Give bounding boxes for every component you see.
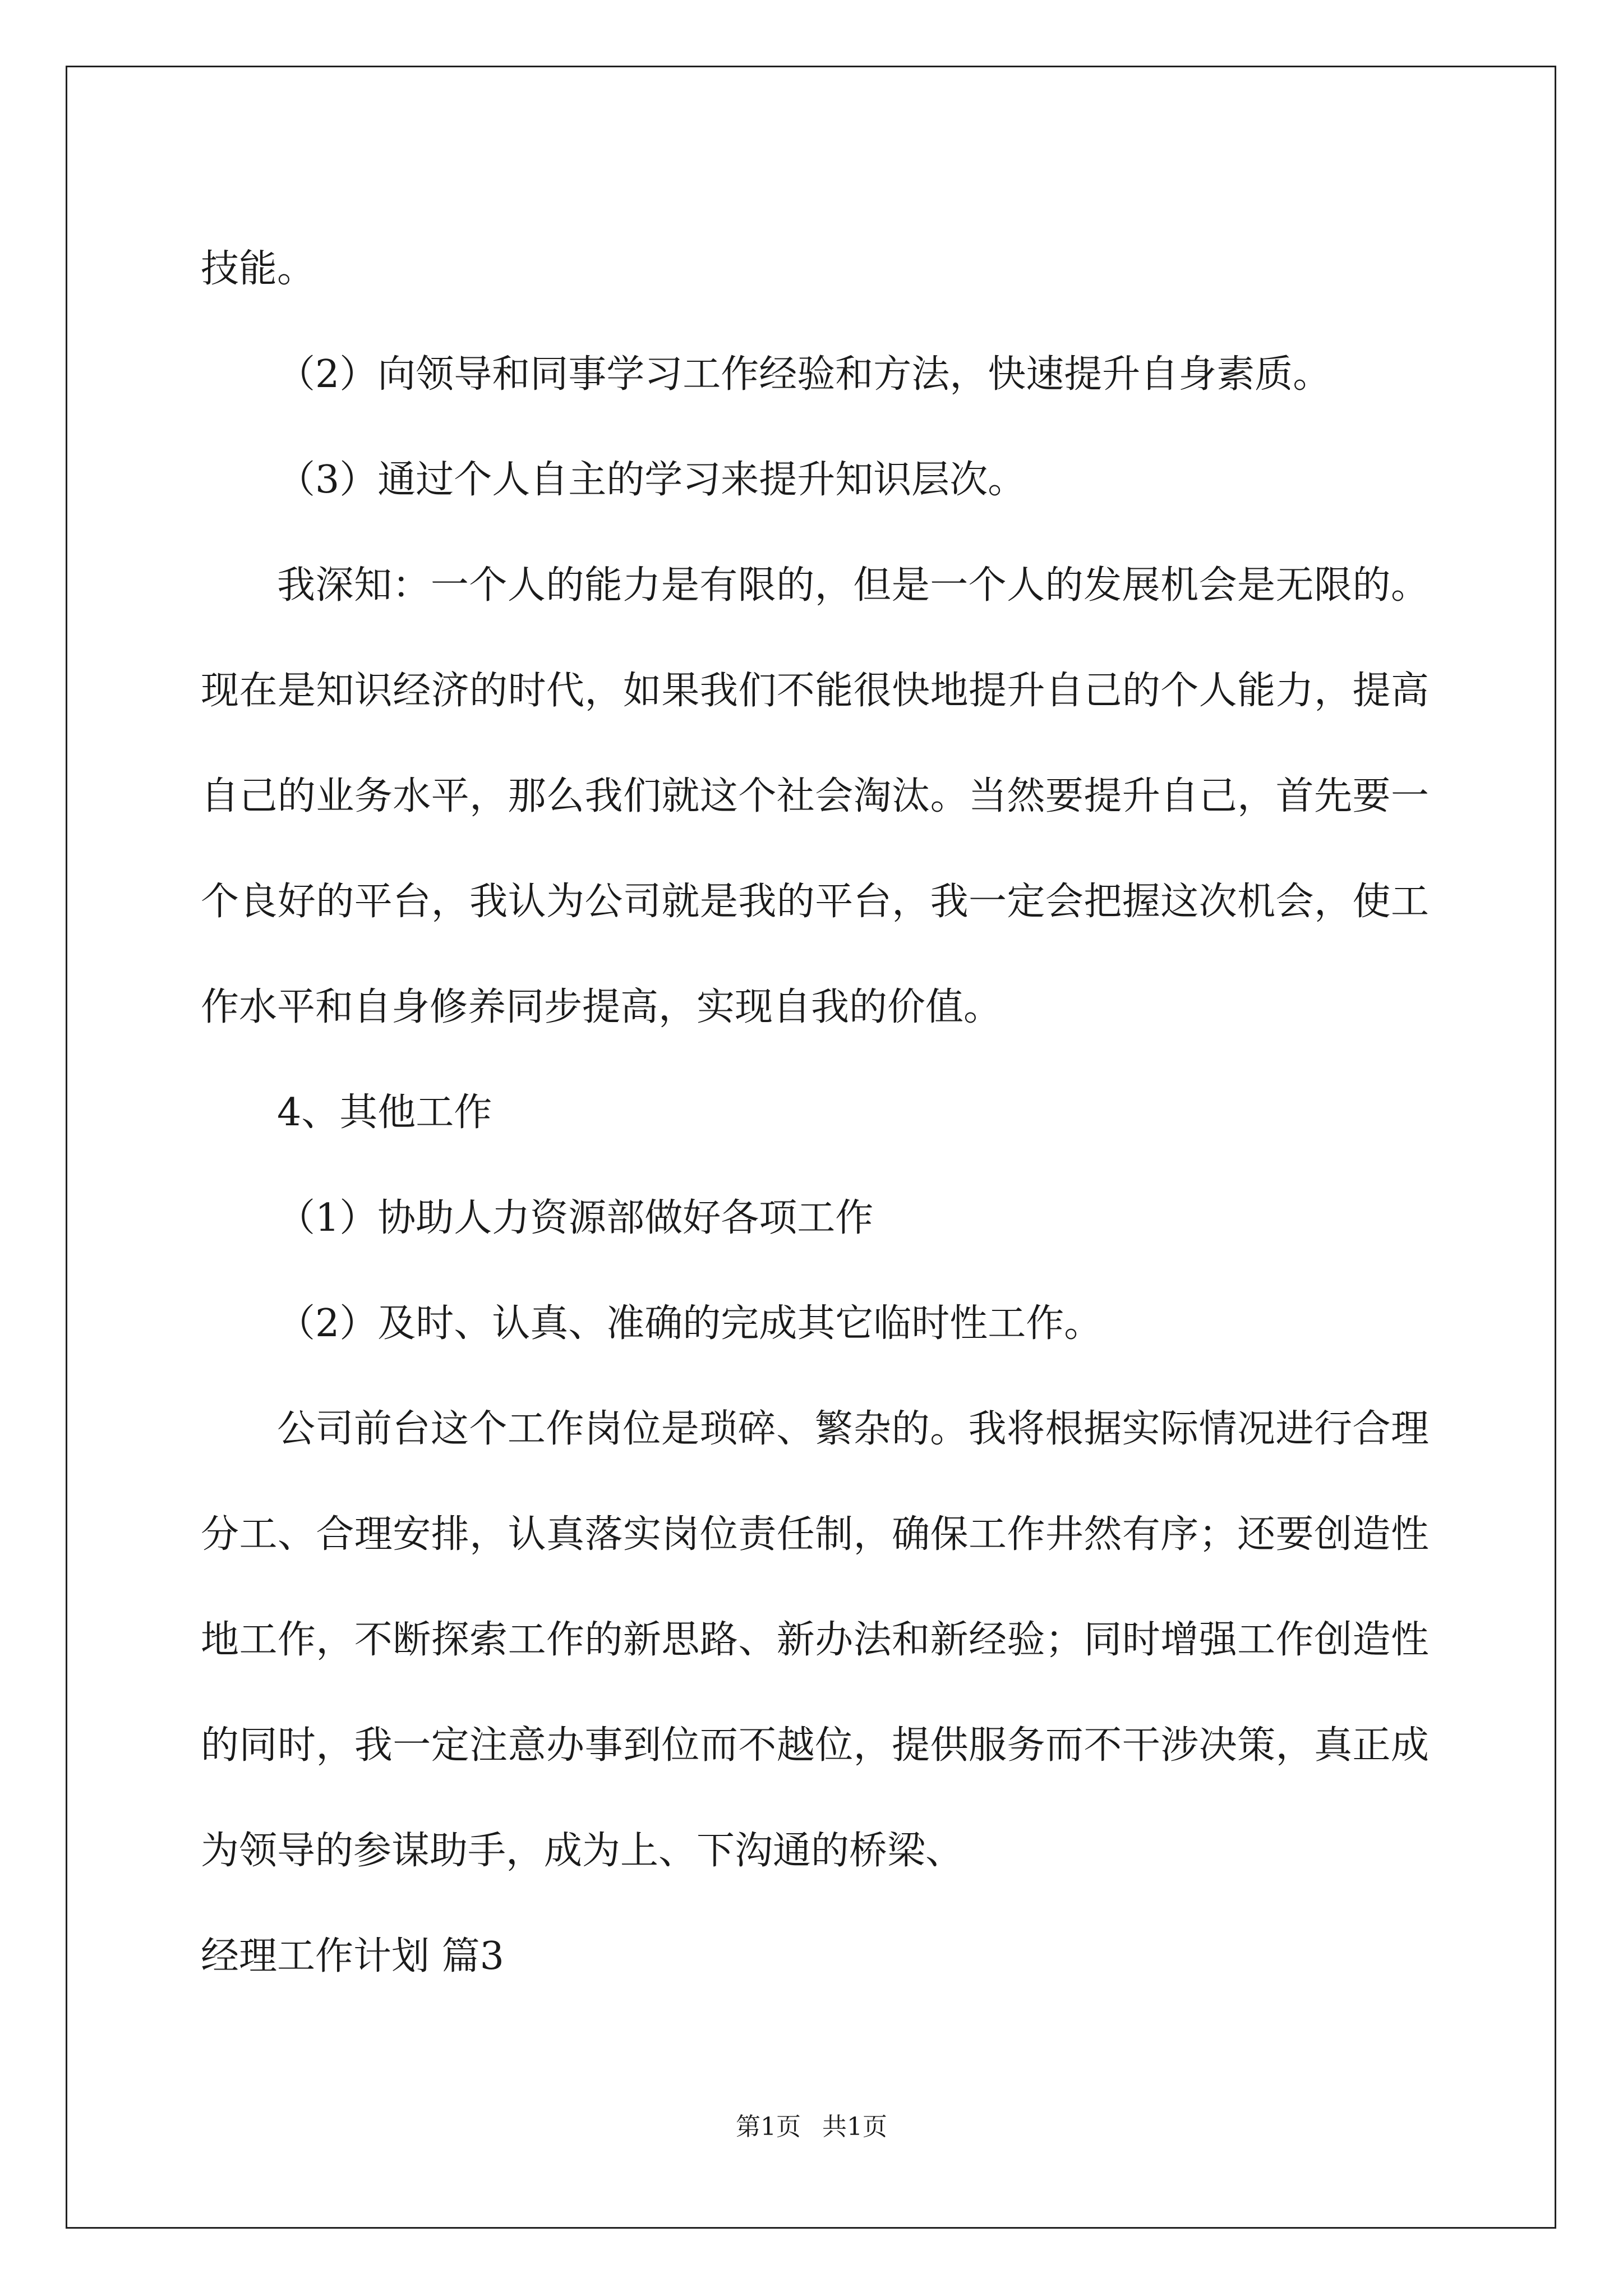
total-pages: 共1页 bbox=[822, 2113, 887, 2141]
paragraph-4: 我深知：一个人的能力是有限的，但是一个人的发展机会是无限的。现在是知识经济的时代，如果我们不能很快地提升自己的个人能力，提高自己的业务水平，那么我们就这个社会淘汰。当然要提升自己，首先要一个良好的平台，我认为公司就是我的平台，我一定会把握这次机会，使工作水平和自身修养同步提高，实现自我的价值。 bbox=[201, 563, 1429, 1029]
section-title-plan-3: 经理工作计划 篇3 bbox=[201, 1934, 504, 1978]
paragraph-7: （2）及时、认真、准确的完成其它临时性工作。 bbox=[277, 1301, 1103, 1346]
paragraph-2: （2）向领导和同事学习工作经验和方法，快速提升自身素质。 bbox=[277, 352, 1331, 397]
section-heading-other-work: 4、其他工作 bbox=[277, 1091, 492, 1135]
current-page-number: 第1页 bbox=[736, 2113, 801, 2141]
document-body bbox=[201, 217, 1429, 2009]
paragraph-3: （3）通过个人自主的学习来提升知识层次。 bbox=[277, 458, 1026, 502]
page-footer bbox=[0, 2106, 1623, 2142]
paragraph-6: （1）协助人力资源部做好各项工作 bbox=[277, 1196, 874, 1240]
paragraph-1: 技能。 bbox=[201, 247, 316, 291]
paragraph-8: 公司前台这个工作岗位是琐碎、繁杂的。我将根据实际情况进行合理分工、合理安排，认真落实岗位责任制，确保工作井然有序；还要创造性地工作，不断探索工作的新思路、新办法和新经验；同时增强工作创造性的同时，我一定注意办事到位而不越位，提供服务而不干涉决策，真正成为领导的参谋助手，成为上、下沟通的桥梁、 bbox=[201, 1407, 1429, 1873]
